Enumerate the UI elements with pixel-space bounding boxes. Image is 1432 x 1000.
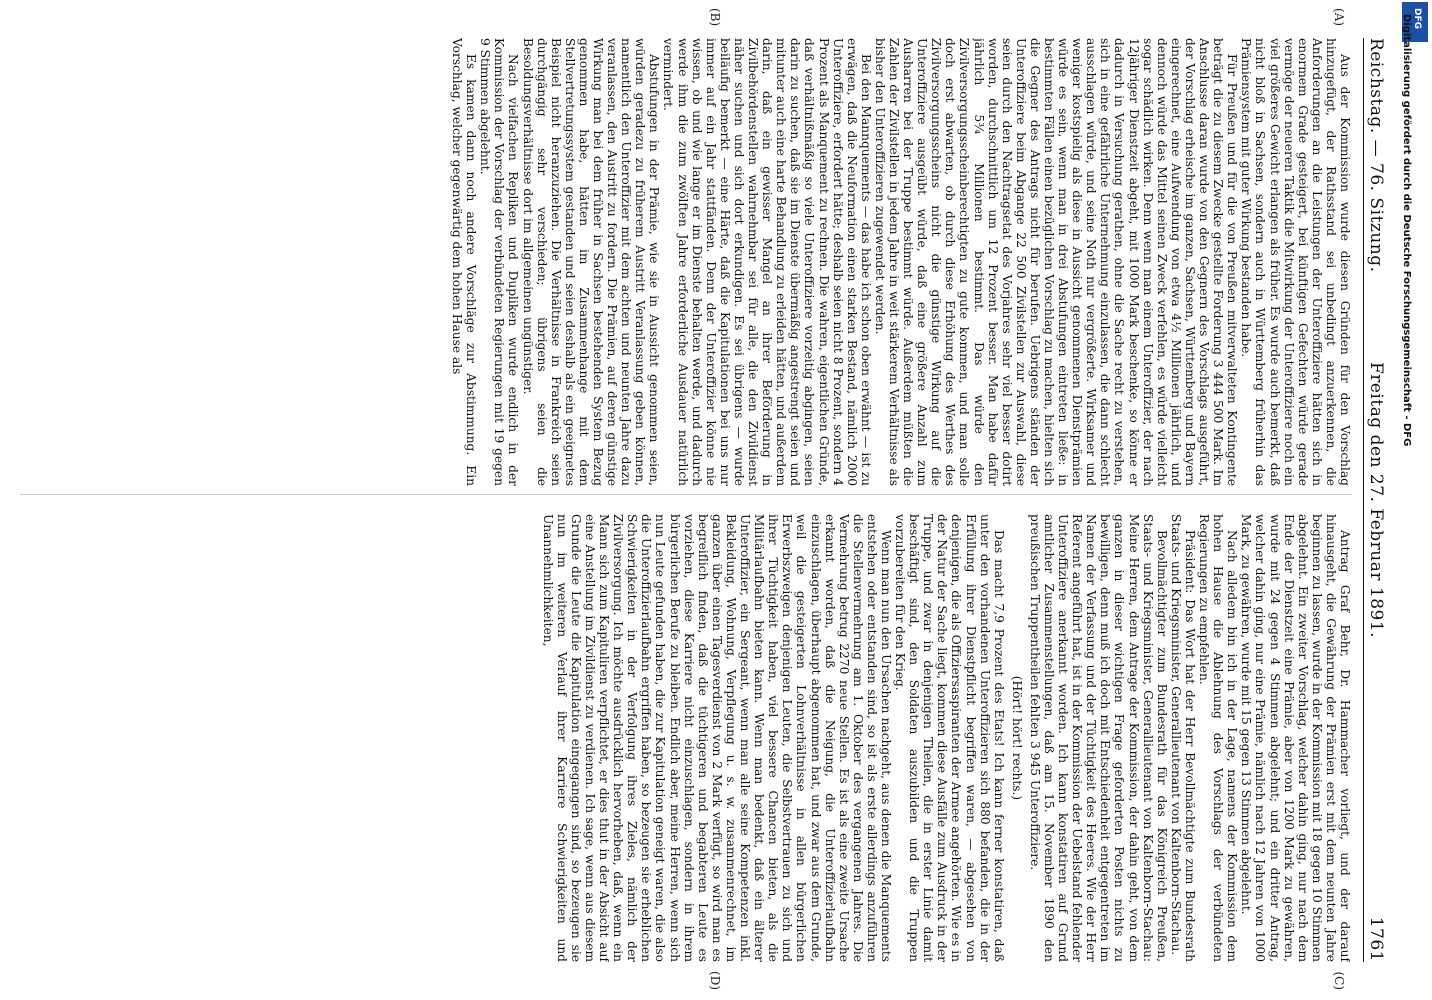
page-header [1362, 38, 1392, 962]
paragraph: Bei den Mannquements — das habe ich schon oben erwähnt — ist zu erwägen, daß die Neuformation einen starken Bestand, nämlich 2000 Unteroffiziere, erfordert hätte; deshalb seien nicht 8 Prozent, sondern 4 Prozent als Manquement zu rechnen. Die wahren, eigentlichen Gründe, daß verhältnißmäßig so viele Unteroffiziere vorzeitig abgingen, seien darin zu suchen, daß sie im Dienste übermäßig angestrengt seien und mitunter auch eine harte Behandlung zu erleiden hätten, und außerdem darin, daß ein gewisser Mangel an ihrer Beförderung in Zivilbehördenstellen wahrnehmbar sei für alle, die den Zivildienst näher suchen und sich dort erkundigen. Es sei übrigens — wurde beiläufig bemerkt — eine Härte, daß die Kapitulationen bei uns nur immer auf ein Jahr stattfänden. Denn der Unteroffizier könne nie wissen, ob und wie lange er im Dienste behalten werde, und dadurch werde ihm die zum zwölften Jahre erforderliche Ausdauer natürlich vermindert. [661, 38, 873, 486]
paragraph: Nach alledem bin ich in der Lage, namens der Kommission dem hohen Hause die Ablehnung des Vorschlags der verbündeten Regierungen zu empfehlen. [1197, 514, 1240, 962]
paragraph: Für Preußen und für die von Preußen mitverwalteten Kontingente beträgt die zu diesem Zwecke gestellte Forderung 3 444 500 Mark. Im Anschlusse daran wurde von den Gegnern des Vorschlags ausgeführt, der Vorschlag erheische im ganzen, Sachsen, Württemberg und Bayern eingerechnet, eine Aufwendung von etwa 4½ Millionen jährlich, und dennoch würde das Mittel seinen Zweck verfehlen, es würde vielleicht sogar schädlich wirken. Denn wenn man einem Unteroffizier, der nach 12jähriger Dienstzeit abgeht, mit 1000 Mark beschenke, so könne er dadurch in Versuchung gerathen, ohne die Sache recht zu verstehen, sich in eine gefährliche Unternehmung einzulassen, die dann schlecht ausschlagen würde, und seine Noth nur vergrößerte. Wirksamer und weniger kostspielig als diese in Aussicht genommenen Dienstprämien würde es sein, wenn man in drei Abstufungen eintreten ließe: in bestimmten Fällen einen bezüglichen Vorschlag zu machen, hielten sich die Gegner des Antrags nicht für berufen. Uebrigens ständen der Unteroffiziere beim Abgange 22 500 Zivilstellen zur Auswahl, diese seien durch den Nachtragsetat des Vorjahres sehr viel besser dotirt worden, durchschnittlich um 12 Prozent besser. Man habe dafür jährlich 5¾ Millionen bestimmt. Das würde den Zivilversorgungsscheinberechtigten zu gute kommen, und man solle doch erst abwarten, ob durch diese Erhöhung des Werthes des Zivilversorgungsscheins nicht die günstige Wirkung auf die Unteroffiziere ausgeübt würde, daß eine größere Anzahl zum Ausharren bei der Truppe bestimmt würde. Außerdem müßten die Zahlen der Zivilstellen in jedem Jahre in weit stärkerem Verhältnisse als bisher den Unteroffizieren zugewendet werden. [872, 38, 1240, 486]
header-left: Reichstag. — 76. Sitzung. [1366, 38, 1386, 273]
paragraph: Abstufungen in der Prämie, wie sie in Aussicht genommen seien, würden geradezu zu früherem Austritt Veranlassung geben können, namentlich den Unteroffizier mit dem achten und neunten Jahre dazu veranlassen, den Austritt zu fordern. Die Prämien, auf deren günstige Wirkung man bei dem früher in Sachsen bestehenden System Bezug genommen habe, hätten im Zusammenhange mit dem Stellvertretungssystem gestanden und seien deshalb als ein geeignetes Beispiel nicht heranzuziehen. Die Verhältnisse in Frankreich seien durchgängig sehr verschieden; übrigens seien die Besoldungsverhältnisse dort im allgemeinen ungünstiger. [520, 38, 662, 486]
text-column-right [8, 514, 1352, 962]
paragraph: Es kamen dann noch andere Vorschläge zur Abstimmung. Ein Vorschlag, welcher gegenwärtig dem hohen Hause als [450, 38, 479, 486]
paragraph: Wenn man nun den Ursachen nachgeht, aus denen die Manquements entstehen oder entstanden sind, so ist als erste allerdings anzuführen die Stellenvermehrung am 1. Oktober des vergangenen Jahres. Die Vermehrung betrug 2270 neue Stellen. Es ist als eine zweite Ursache erkannt worden, daß die Neigung, die Unteroffizierlaufbahn einzuschlagen, überhaupt abgenommen hat, und zwar aus dem Grunde, weil die gesteigerten Lohnverhältnisse in allen bürgerlichen Erwerbszweigen denjenigen Leuten, die Selbstvertrauen zu sich und ihrer Tüchtigkeit haben, viel bessere Chancen bieten, als die Militärlaufbahn bieten kann. Wenn man bedenkt, daß ein älterer Unteroffizier, ein Sergeant, wenn man alle seine Kompetenzen inkl. Bekleidung, Wohnung, Verpflegung u. s. w. zusammenrechnet, im ganzen über einen Tagesverdienst von 2 Mark verfügt, so wird man es begreiflich finden, daß die tüchtigeren und begabteren Leute es vorziehen, diese Karriere nicht einzuschlagen, sondern in ihrem bürgerlichen Berufe zu bleiben. Endlich aber, meine Herren, wenn sich nun Leute gefunden haben, die zur Kapitulation geneigt waren, die also die Unteroffizierlaufbahn ergriffen haben, so bezeugen sie erheblichen Schwierigkeiten in der Verfolgung ihres Zieles, nämlich der Zivilversorgung. Ich möchte ausdrücklich hervorheben, daß, wenn ein Mann sich zum Kapituliren verpflichtet, er dies thut in der Absicht auf eine Anstellung im Zivildienst zu verdienen. Ich sage, wenn aus diesem Grunde die Leute die Kapitulation eingegangen sind, so bezeugen sie nun im weiteren Verlauf ihrer Karriere Schwierigkeiten und Unannehmlichkeiten, [540, 514, 893, 962]
column-divider [20, 494, 1352, 495]
margin-marker-b: (B) [708, 8, 722, 27]
dfg-logo: DFG [1402, 2, 1428, 42]
header-rule [1363, 38, 1364, 962]
margin-marker-a: (A) [1332, 8, 1346, 27]
interjection: (Hört! hört! rechts.) [1009, 675, 1024, 801]
paragraph: Bevollmächtigter zum Bundesrath für das Königreich Preußen, Staats- und Kriegsminister, Generallieutenant von Kaltenborn-Stachau: Meine Herren, dem Antrage der Kommission, der dahin geht, von dem ganzen in dieser wichtigen Frage geforderten Posten nichts zu bewilligen, denn muß ich doch mit Entschiedenheit entgegentreten im Namen der Verfassung und der Tüchtigkeit des Heeres. Wie der Herr Referent angeführt hat, ist in der Kommission der Uebelstand fehlender Unteroffiziere anerkannt worden. Ich kann konstatiren auf Grund amtlicher Zusammenstellungen, daß am 15. November 1890 den preußischen Truppentheilen fehlten 3 945 Unteroffiziere. [1027, 514, 1169, 962]
digitization-credit: Digitalisierung gefördert durch die Deutsche Forschungsgemeinschaft - DFG [1401, 14, 1412, 447]
margin-marker-d: (D) [708, 971, 722, 990]
paragraph: Antrag Graf Behr, Dr. Hammacher vorliegt, und der darauf hinausgeht, die Gewährung der Prämien erst mit dem neunten Jahre beginnen zu lassen, wurde in der Kommission mit 18 gegen 10 Stimmen abgelehnt. Ein zweiter Vorschlag, welcher dahin ging, nur nach dem Ende der Dienstzeit eine Prämie, aber von 1200 Mark zu gewähren, wurde mit 24 gegen 4 Stimmen abgelehnt; und ein dritter Antrag, welcher dahin ging, nur eine Prämie, nämlich nach 12 Jahren von 1000 Mark, zu gewähren, wurde mit 15 gegen 13 Stimmen abgelehnt. [1239, 514, 1352, 962]
text-column-left [8, 38, 1352, 486]
paragraph: Nach vielfachen Repliken und Dupliken wurde endlich in der Kommission der Vorschlag der verbündeten Regierungen mit 19 gegen 9 Stimmen abgelehnt. [478, 38, 521, 486]
paragraph: Präsident: Das Wort hat der Herr Bevollmächtigte zum Bundesrath Staats- und Kriegsminister, Generallieutenant von Kaltenborn-Stachau. [1168, 514, 1197, 962]
margin-marker-c: (C) [1332, 971, 1346, 990]
paragraph: Aus der Kommission wurde diesen Gründen für den Vorschlag hinzugefügt, der Rathsstand sei unbedingt anzuerkennen, die Anforderungen an die Leistungen der Unteroffiziere hätten sich in enormem Grade gesteigert, bei künftigen Gefechten würde gerade vermöge der neueren Taktik die Mitwirkung der Unteroffiziere noch ein viel größeres Gewicht erlangen als früher. Es wurde auch bemerkt, daß nicht bloß in Sachsen, sondern auch in Württemberg früherhin das Prämiensystem mit guter Wirkung bestanden habe. [1239, 38, 1352, 486]
paragraph: Das macht 7,9 Prozent des Etats! Ich kann ferner konstatiren, daß unter den vorhandenen Unteroffizieren sich 880 befanden, die in der Erfüllung ihrer Dienstpflicht begriffen waren, — abgesehen von denjenigen, die als Offiziersaspiranten der Armee angehörten. Wie es in der Natur der Sache liegt, kommen diese Ausfälle zum Ausdruck in der Truppe, und zwar in denjenigen Theilen, die in erster Linie damit beschäftigt sind, den Soldaten auszubilden und die Truppen vorzubereiten für den Krieg. [893, 514, 1006, 962]
header-date: Freitag den 27. Februar 1891. [1366, 361, 1386, 639]
page-number: 1761 [1366, 916, 1386, 962]
